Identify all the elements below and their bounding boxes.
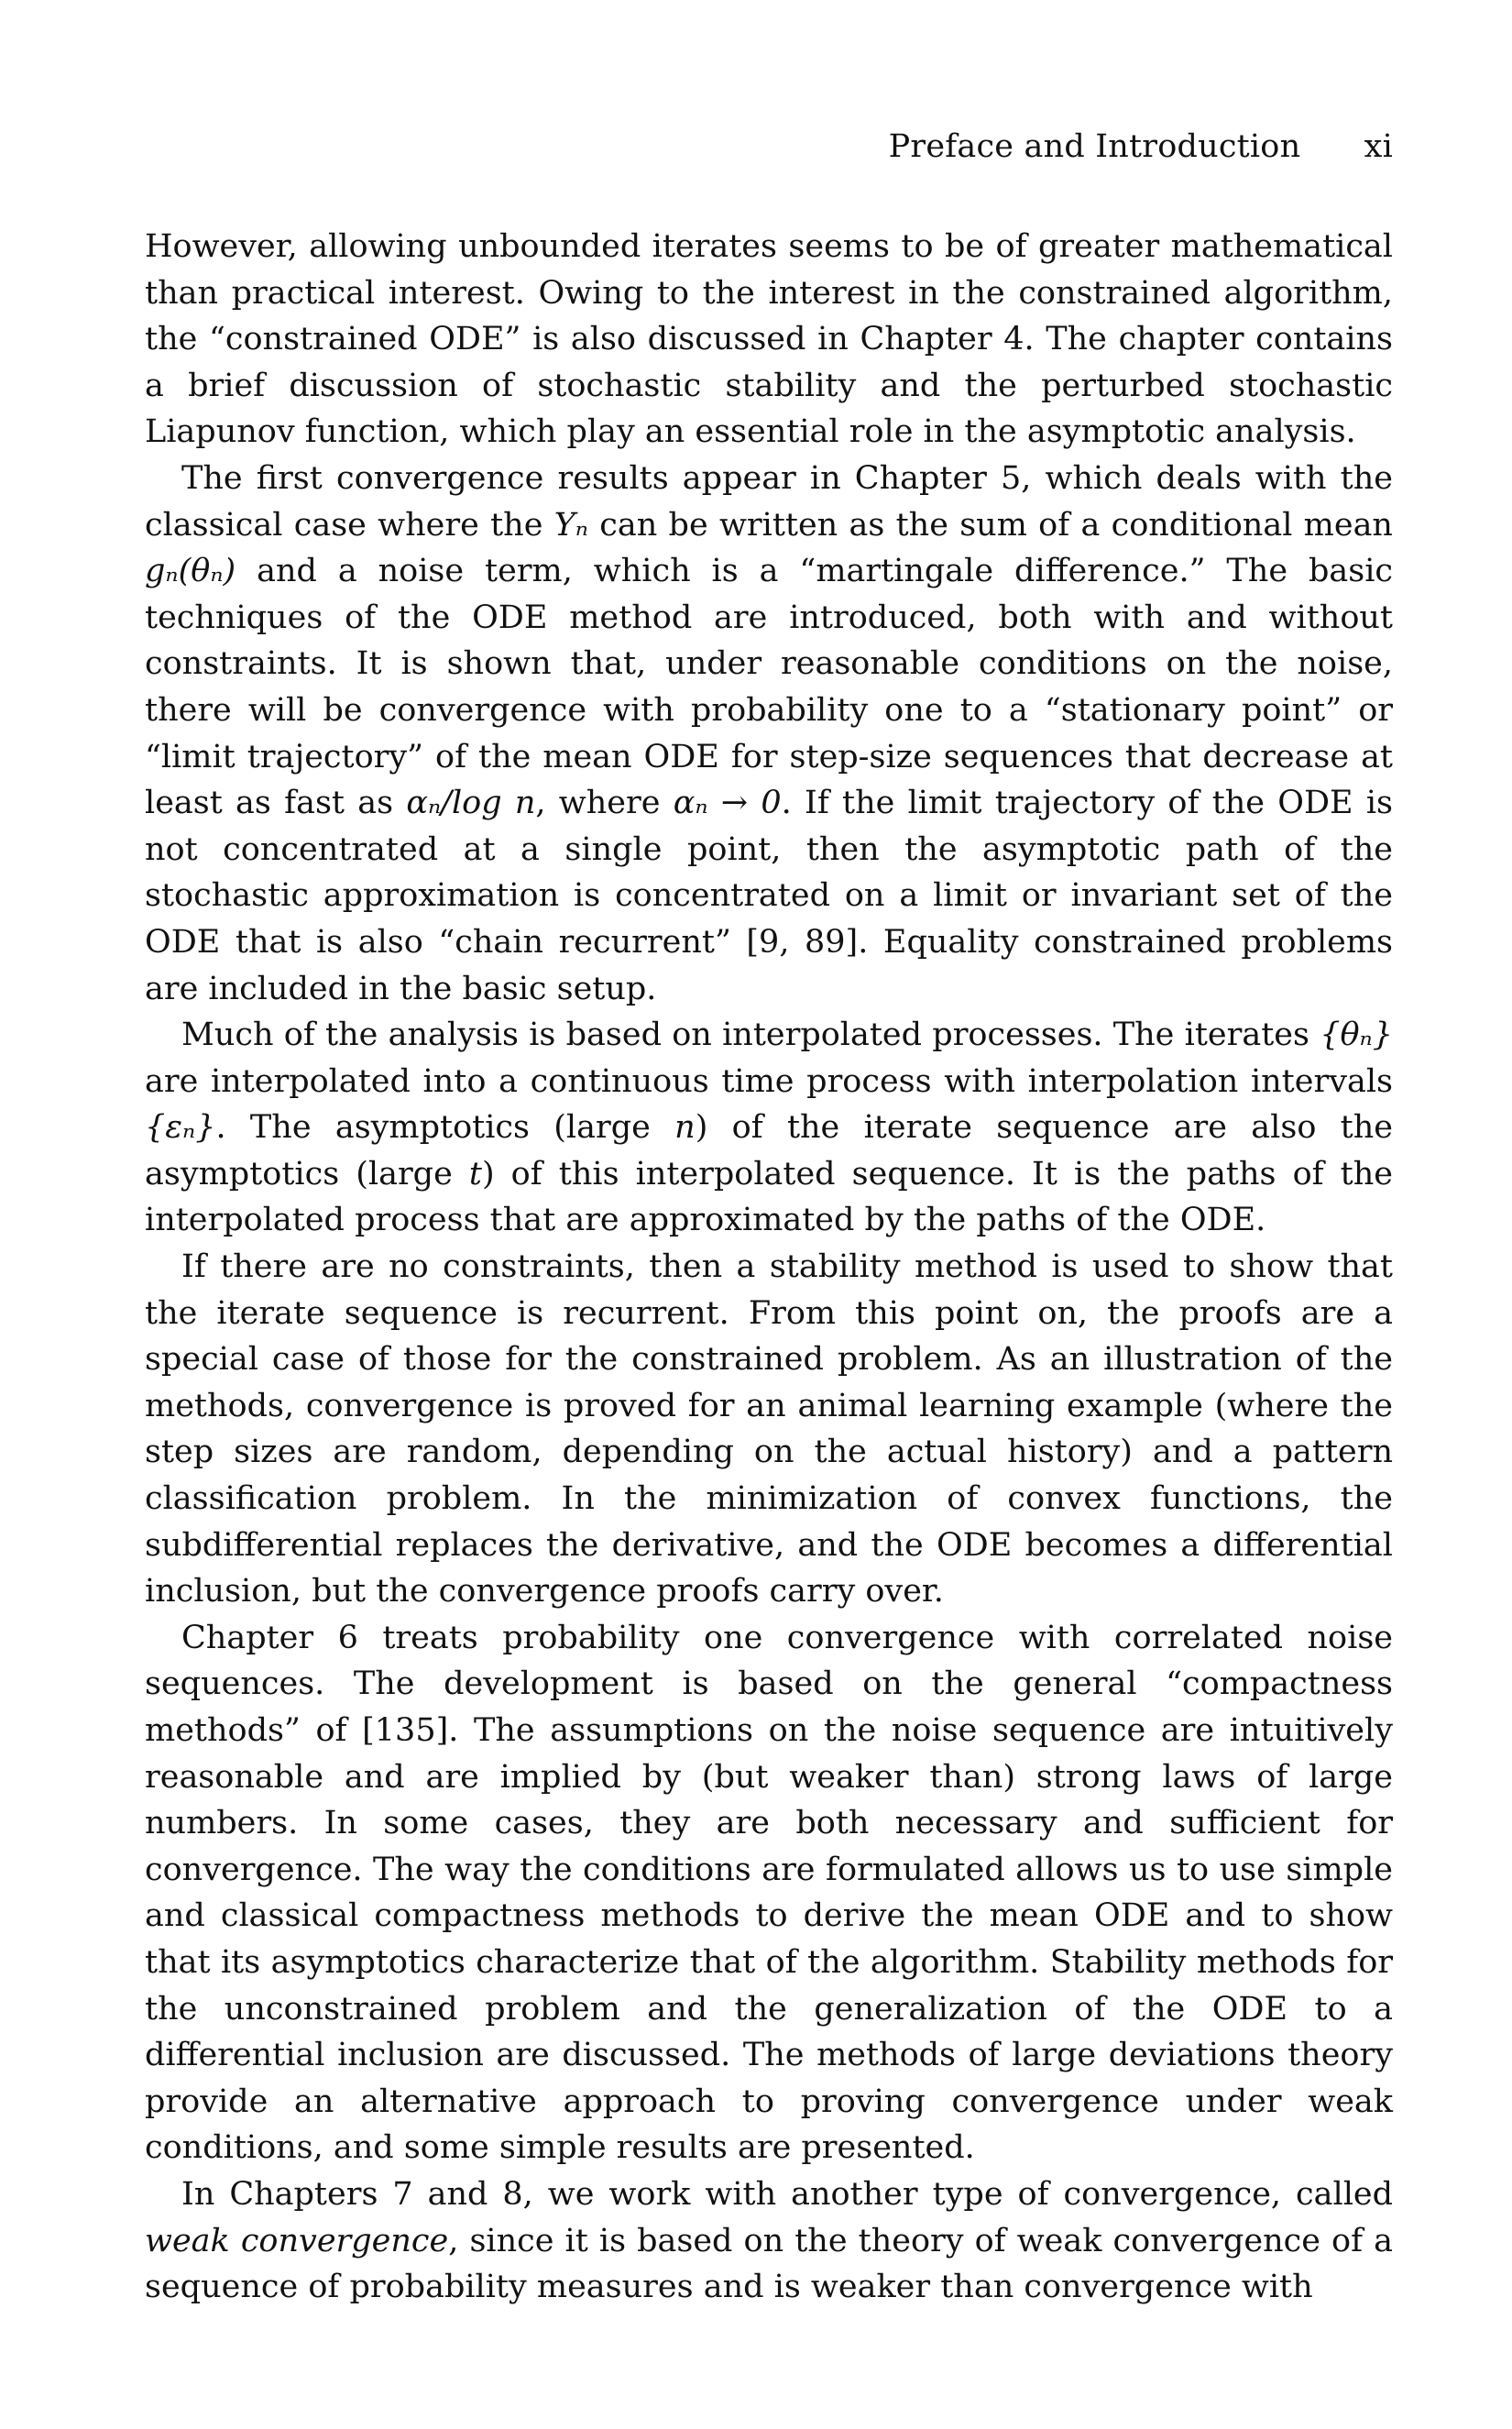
- math-expression: {εₙ}: [145, 1109, 216, 1147]
- text-run: can be written as the sum of a conditional mean: [587, 506, 1393, 544]
- math-expression: Yₙ: [553, 506, 588, 544]
- text-run: and a noise term, which is a “martingale difference.” The basic techniques of the ODE method are introduced, both with and without constraints. It is shown that, under reasonable conditions on the noise, there will be convergence with probability one to a “stationary point” or “limit trajectory” of the mean ODE for step-size sequences that decrease at least as fast as: [145, 553, 1393, 822]
- text-run: . The asymptotics (large: [215, 1109, 675, 1147]
- math-expression: αₙ/log n: [406, 785, 536, 822]
- text-run: , since it is based on the theory of weak convergence of a sequence of probability measures and is weaker than convergence with: [145, 2222, 1393, 2306]
- text-run: Much of the analysis is based on interpolated processes. The iterates: [181, 1017, 1320, 1054]
- paragraph: [145, 224, 1393, 456]
- paragraph: [145, 2171, 1393, 2311]
- page-number: xi: [1364, 128, 1393, 165]
- text-run: However, allowing unbounded iterates seems to be of greater mathematical than practical interest. Owing to the interest in the constrained algorithm, the “constrained ODE” is also discussed in Chapter 4. The chapter contains a brief discussion of stochastic stability and the perturbed stochastic Liapunov function, which play an essential role in the asymptotic analysis.: [145, 228, 1393, 451]
- text-run: In Chapters 7 and 8, we work with another type of convergence, called: [181, 2175, 1393, 2213]
- emphasis-text: weak convergence: [145, 2222, 449, 2259]
- text-run: , where: [535, 785, 674, 822]
- paragraph: [145, 1244, 1393, 1615]
- math-expression: t: [468, 1155, 482, 1193]
- text-run: If there are no constraints, then a stability method is used to show that the iterate sequence is recurrent. From this point on, the proofs are a special case of those for the constrained problem. As an illustration of the methods, convergence is proved for an animal learning example (where the step sizes are random, depending on the actual history) and a pattern classification problem. In the minimization of convex functions, the subdifferential replaces the derivative, and the ODE becomes a differential inclusion, but the convergence proofs carry over.: [145, 1248, 1393, 1610]
- math-expression: {θₙ}: [1320, 1017, 1393, 1054]
- text-run: are interpolated into a continuous time process with interpolation intervals: [145, 1062, 1393, 1100]
- math-expression: gₙ(θₙ): [145, 553, 236, 590]
- math-expression: n: [674, 1109, 696, 1147]
- text-run: . If the limit trajectory of the ODE is not concentrated at a single point, then the asymptotic path of the stochastic approximation is concentrated on a limit or invariant set of the ODE that is also “chain recurrent” [9, 89]. Equality constrained problems are included in the basic setup.: [145, 785, 1393, 1007]
- paragraph: [145, 1012, 1393, 1244]
- text-run: ) of this interpolated sequence. It is the paths of the interpolated process that are approximated by the paths of the ODE.: [145, 1155, 1393, 1239]
- text-run: ) of the iterate sequence are also the asymptotics (large: [145, 1109, 1393, 1193]
- text-run: The first convergence results appear in Chapter 5, which deals with the classical case where the: [145, 459, 1393, 544]
- math-expression: αₙ → 0: [673, 785, 782, 822]
- header-title: Preface and Introduction: [888, 128, 1301, 165]
- paragraph: [145, 456, 1393, 1012]
- running-header: [889, 128, 1393, 165]
- paragraph: [145, 1615, 1393, 2171]
- text-run: Chapter 6 treats probability one convergence with correlated noise sequences. The development is based on the general “compactness methods” of [135]. The assumptions on the noise sequence are intuitively reasonable and are implied by (but weaker than) strong laws of large numbers. In some cases, they are both necessary and sufficient for convergence. The way the conditions are formulated allows us to use simple and classical compactness methods to derive the mean ODE and to show that its asymptotics characterize that of the algorithm. Stability methods for the unconstrained problem and the generalization of the ODE to a differential inclusion are discussed. The methods of large deviations theory provide an alternative approach to proving convergence under weak conditions, and some simple results are presented.: [145, 1619, 1393, 2167]
- body-text: [145, 224, 1393, 2311]
